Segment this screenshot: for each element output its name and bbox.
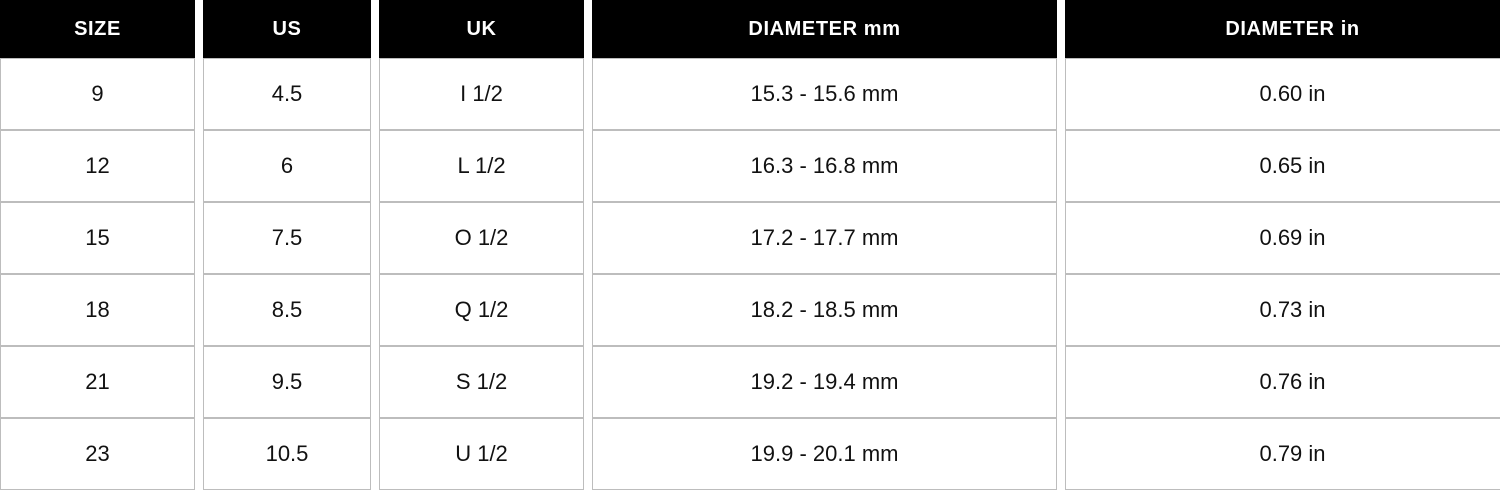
cell-gutter [195,418,203,490]
cell-size: 23 [0,418,195,490]
column-header-diameter-in: DIAMETER in [1065,0,1500,58]
table-row [0,202,1500,274]
cell-gutter [1057,274,1065,346]
table-row [0,58,1500,130]
cell-gutter [371,130,379,202]
cell-diameter-mm: 19.9 - 20.1 mm [592,418,1057,490]
cell-diameter-mm: 15.3 - 15.6 mm [592,58,1057,130]
cell-gutter [584,274,592,346]
cell-gutter [1057,346,1065,418]
cell-gutter [195,202,203,274]
cell-uk: U 1/2 [379,418,584,490]
cell-size: 21 [0,346,195,418]
table-body [0,58,1500,490]
cell-diameter-in: 0.60 in [1065,58,1500,130]
cell-gutter [371,58,379,130]
cell-gutter [1057,58,1065,130]
cell-gutter [371,418,379,490]
cell-gutter [584,346,592,418]
table-header [0,0,1500,58]
table-row [0,346,1500,418]
cell-gutter [584,58,592,130]
cell-diameter-mm: 18.2 - 18.5 mm [592,274,1057,346]
cell-us: 9.5 [203,346,371,418]
cell-diameter-mm: 17.2 - 17.7 mm [592,202,1057,274]
cell-uk: Q 1/2 [379,274,584,346]
header-row [0,0,1500,58]
cell-size: 9 [0,58,195,130]
cell-gutter [584,202,592,274]
cell-gutter [1057,202,1065,274]
cell-gutter [371,346,379,418]
cell-gutter [1057,130,1065,202]
header-gutter [195,0,203,58]
cell-us: 4.5 [203,58,371,130]
cell-diameter-mm: 19.2 - 19.4 mm [592,346,1057,418]
cell-us: 6 [203,130,371,202]
cell-diameter-in: 0.76 in [1065,346,1500,418]
column-header-size: SIZE [0,0,195,58]
cell-uk: L 1/2 [379,130,584,202]
cell-us: 10.5 [203,418,371,490]
cell-uk: S 1/2 [379,346,584,418]
cell-diameter-in: 0.69 in [1065,202,1500,274]
cell-diameter-in: 0.65 in [1065,130,1500,202]
header-gutter [584,0,592,58]
cell-us: 8.5 [203,274,371,346]
cell-size: 15 [0,202,195,274]
cell-diameter-in: 0.79 in [1065,418,1500,490]
column-header-uk: UK [379,0,584,58]
cell-diameter-mm: 16.3 - 16.8 mm [592,130,1057,202]
table-row [0,418,1500,490]
cell-size: 12 [0,130,195,202]
cell-gutter [195,58,203,130]
table-row [0,274,1500,346]
cell-gutter [195,346,203,418]
cell-uk: I 1/2 [379,58,584,130]
column-header-diameter-mm: DIAMETER mm [592,0,1057,58]
cell-gutter [371,274,379,346]
cell-gutter [371,202,379,274]
cell-gutter [584,418,592,490]
column-header-us: US [203,0,371,58]
cell-gutter [1057,418,1065,490]
table-row [0,130,1500,202]
cell-uk: O 1/2 [379,202,584,274]
cell-gutter [584,130,592,202]
cell-diameter-in: 0.73 in [1065,274,1500,346]
cell-size: 18 [0,274,195,346]
cell-us: 7.5 [203,202,371,274]
cell-gutter [195,274,203,346]
header-gutter [1057,0,1065,58]
cell-gutter [195,130,203,202]
header-gutter [371,0,379,58]
